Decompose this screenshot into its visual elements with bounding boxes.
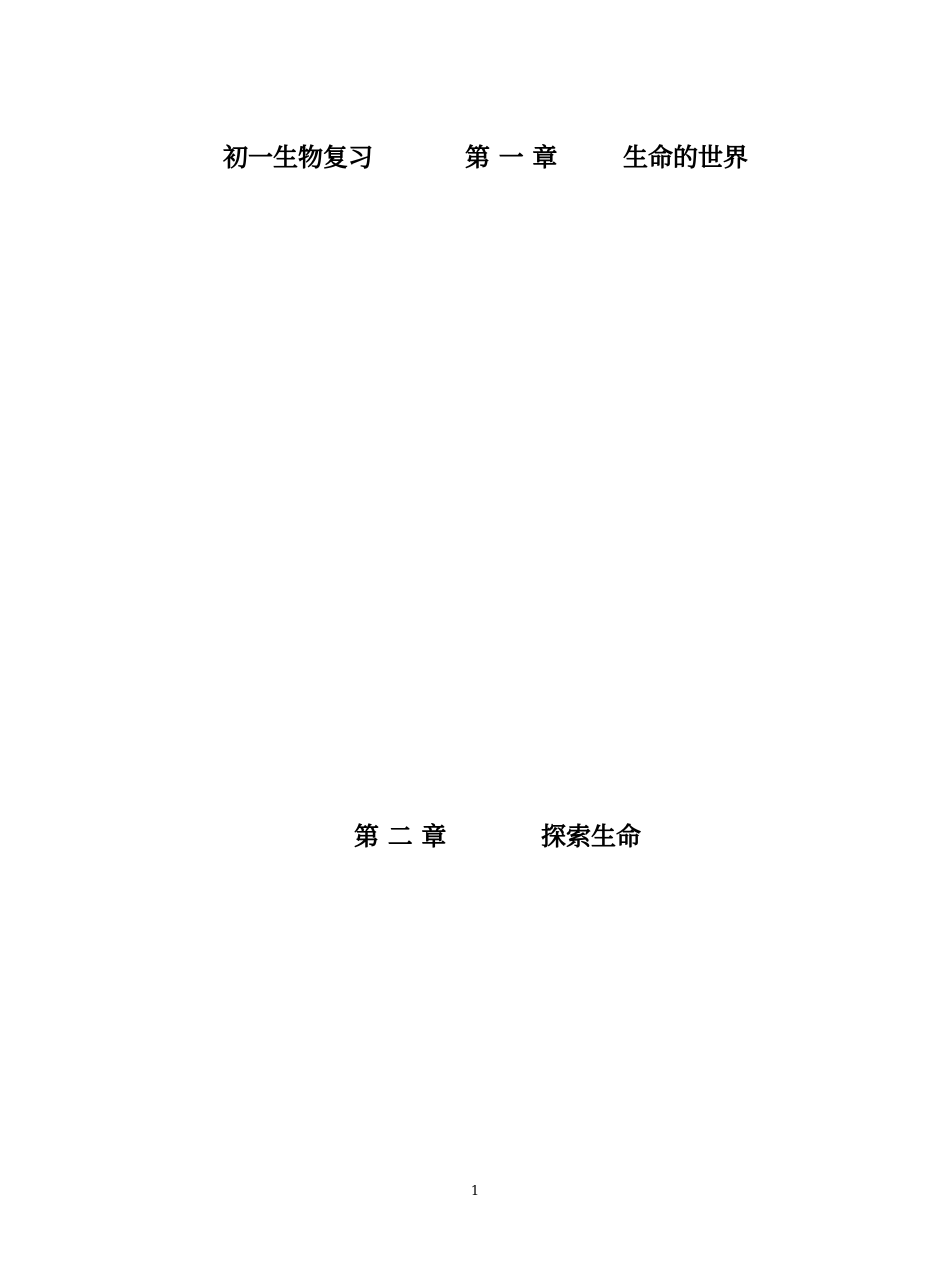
page-number: 1: [470, 1184, 480, 1199]
chapter2-heading: [0, 817, 950, 857]
chapter2-number: 第 二 章: [354, 822, 447, 851]
page-title: 初一生物复习: [223, 143, 374, 172]
chapter1-heading: [0, 138, 950, 178]
chapter1-topic: 生命的世界: [623, 143, 749, 172]
chapter1-number: 第 一 章: [465, 143, 558, 172]
chapter2-topic: 探索生命: [541, 822, 642, 851]
